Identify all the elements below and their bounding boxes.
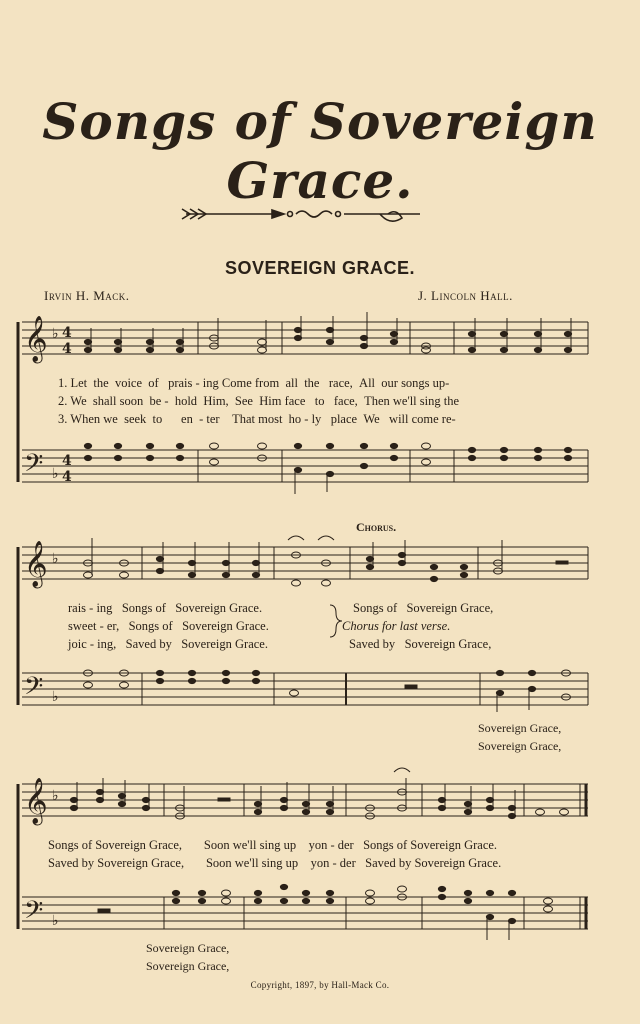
system1-bass-staff: [22, 450, 588, 482]
final-verse-2-line: Saved by Sovereign Grace, Soon we'll sing up yon - der Saved by Sovereign Grace.: [48, 856, 502, 870]
bass-clef-icon: 𝄢: [24, 449, 44, 484]
verse-1-line: 1. Let the voice of prais - ing Come from all the race, All our songs up-: [58, 376, 450, 390]
verse-3-line: 3. When we seek to en - ter That most ho - ly place We will come re-: [58, 412, 456, 426]
verse-2-line: 2. We shall soon be - hold Him, See Him face to face, Then we'll sing the: [58, 394, 460, 408]
svg-text:♭: ♭: [52, 326, 59, 342]
chorus-label: Chorus.: [356, 520, 397, 534]
treble-clef-icon: 𝄞: [24, 541, 48, 587]
book-title: Songs of Sovereign Grace.: [42, 92, 598, 210]
svg-text:4: 4: [62, 469, 72, 485]
system2-treble-staff: [22, 547, 588, 579]
svg-text:4: 4: [62, 453, 72, 469]
svg-text:♭: ♭: [52, 913, 59, 929]
treble-clef-icon: 𝄞: [24, 778, 48, 824]
bass-clef-icon: 𝄢: [24, 672, 44, 707]
svg-text:4: 4: [62, 325, 72, 341]
svg-text:♭: ♭: [52, 689, 59, 705]
chorus-verse-2-line: sweet - er, Songs of Sovereign Grace.: [68, 619, 269, 633]
final-verse-1-line: Songs of Sovereign Grace, Soon we'll sing up yon - der Songs of Sovereign Grace.: [48, 838, 498, 852]
bass-words-1: Sovereign Grace,: [478, 721, 562, 735]
copyright-notice: Copyright, 1897, by Hall-Mack Co.: [250, 980, 390, 990]
bass-words-2: Sovereign Grace,: [478, 739, 562, 753]
svg-text:4: 4: [62, 341, 72, 357]
bass-words-4: Sovereign Grace,: [146, 959, 230, 973]
system2-bass-staff: [22, 673, 588, 705]
chorus-response-3: Saved by Sovereign Grace,: [349, 637, 492, 651]
chorus-verse-3-line: joic - ing, Saved by Sovereign Grace.: [68, 637, 268, 651]
bass-words-3: Sovereign Grace,: [146, 941, 230, 955]
bass-clef-icon: 𝄢: [24, 896, 44, 931]
svg-text:♭: ♭: [52, 466, 59, 482]
treble-clef-icon: 𝄞: [24, 316, 48, 362]
chorus-verse-1-line: rais - ing Songs of Sovereign Grace.: [68, 601, 263, 615]
svg-text:♭: ♭: [52, 788, 59, 804]
song-title: SOVEREIGN GRACE.: [224, 258, 416, 278]
chorus-note: Chorus for last verse.: [342, 619, 451, 633]
composer-credit: J. Lincoln Hall.: [418, 288, 513, 303]
chorus-response-1: Songs of Sovereign Grace,: [353, 601, 494, 615]
svg-text:♭: ♭: [52, 551, 59, 567]
lyricist-credit: Irvin H. Mack.: [44, 288, 130, 303]
